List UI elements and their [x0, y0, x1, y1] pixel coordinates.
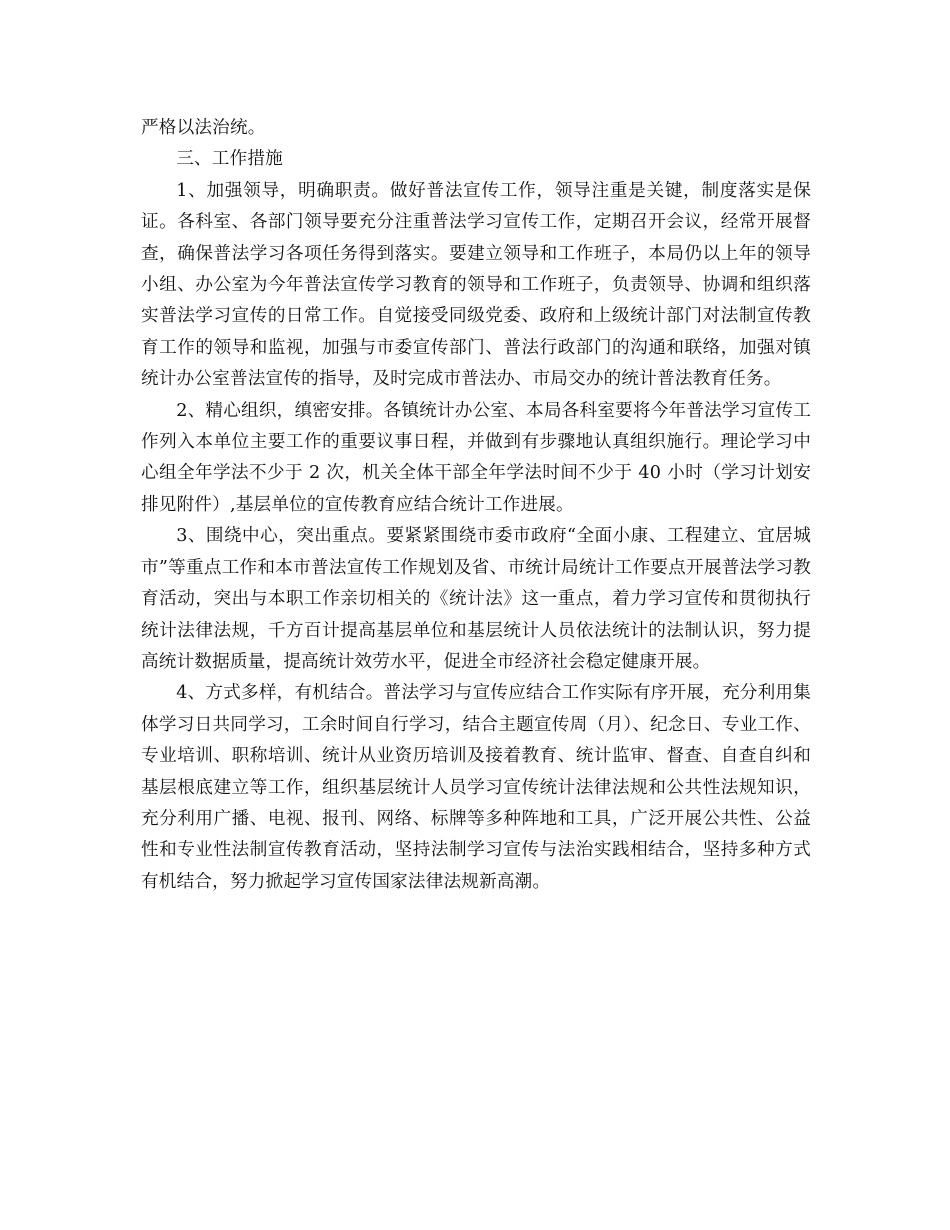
section-heading: 三、工作措施	[176, 149, 283, 170]
paragraph-continuation: 严格以法治统。	[141, 118, 266, 138]
paragraph-measure-2: 2、精心组织，缜密安排。各镇统计办公室、本局各科室要将今年普法学习宣传工作列入本单位主要工作的重要议事日程，并做到有步骤地认真组织施行。理论学习中心组全年学法不少于 2 次，机关全体干部全年学法时间不少于 40 小时（学习计划安排见附件）,基层单位的宣传教育应结合统计工作进展。	[141, 400, 811, 515]
document-body	[141, 113, 811, 898]
paragraph-measure-4: 4、方式多样，有机结合。普法学习与宣传应结合工作实际有序开展，充分利用集体学习日共同学习，工余时间自行学习，结合主题宣传周（月）、纪念日、专业工作、专业培训、职称培训、统计从业资历培训及接着教育、统计监审、督查、自查自纠和基层根底建立等工作，组织基层统计人员学习宣传统计法律法规和公共性法规知识，充分利用广播、电视、报刊、网络、标牌等多种阵地和工具，广泛开展公共性、公益性和专业性法制宣传教育活动，坚持法制学习宣传与法治实践相结合，坚持多种方式有机结合，努力掀起学习宣传国家法律法规新高潮。	[141, 683, 811, 892]
paragraph-measure-1: 1、加强领导，明确职责。做好普法宣传工作，领导注重是关键，制度落实是保证。各科室、各部门领导要充分注重普法学习宣传工作，定期召开会议，经常开展督查，确保普法学习各项任务得到落实。要建立领导和工作班子，本局仍以上年的领导小组、办公室为今年普法宣传学习教育的领导和工作班子，负责领导、协调和组织落实普法学习宣传的日常工作。自觉接受同级党委、政府和上级统计部门对法制宣传教育工作的领导和监视，加强与市委宣传部门、普法行政部门的沟通和联络，加强对镇统计办公室普法宣传的指导，及时完成市普法办、市局交办的统计普法教育任务。	[141, 180, 811, 390]
paragraph-measure-3: 3、围绕中心，突出重点。要紧紧围绕市委市政府“全面小康、工程建立、宜居城市”等重点工作和本市普法宣传工作规划及省、市统计局统计工作要点开展普法学习教育活动，突出与本职工作亲切相关的《统计法》这一重点，着力学习宣传和贯彻执行统计法律法规，千方百计提高基层单位和基层统计人员依法统计的法制认识，努力提高统计数据质量，提高统计效劳水平，促进全市经济社会稳定健康开展。	[141, 526, 811, 672]
